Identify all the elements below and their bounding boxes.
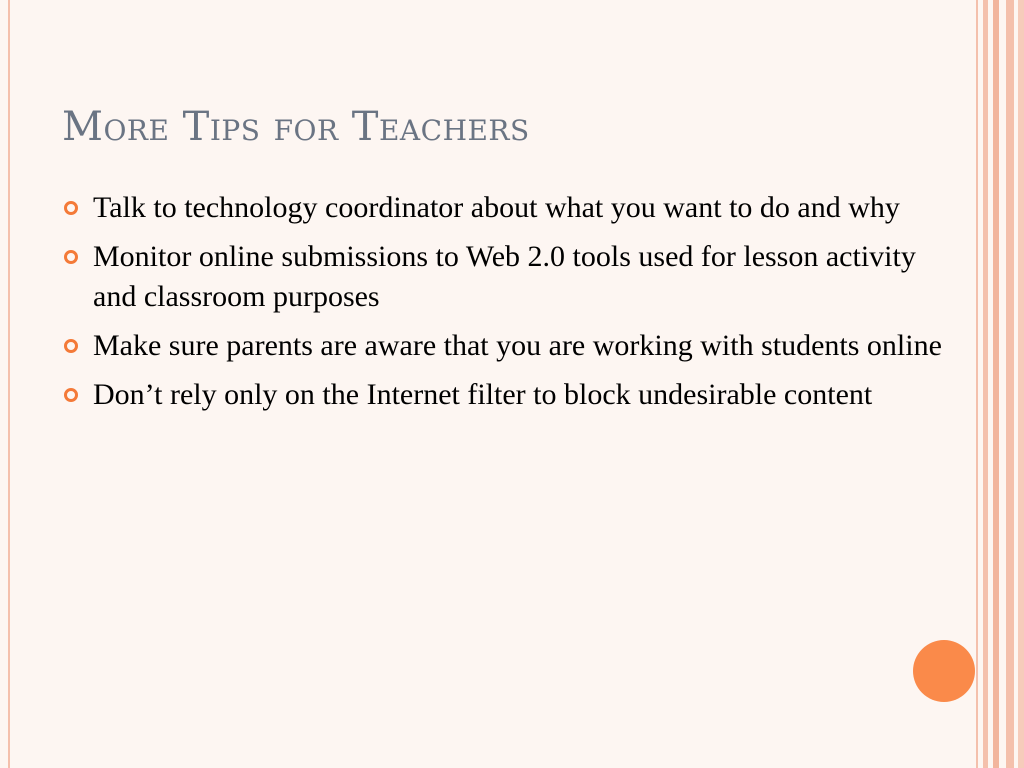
bullet-item [62,326,962,366]
bullet-circle-icon [64,339,78,353]
bullet-text: Don’t rely only on the Internet filter to block undesirable content [93,378,873,411]
bullet-circle-icon [64,388,78,402]
bullet-item [62,375,962,415]
bullet-text: Make sure parents are aware that you are working with students online [93,329,942,362]
bullet-text: Monitor online submissions to Web 2.0 tools used for lesson activity and classroom purposes [93,240,916,313]
bullet-text: Talk to technology coordinator about what you want to do and why [93,191,900,224]
bullet-circle-icon [64,201,78,215]
bullet-list [62,188,962,424]
left-frame-line [8,0,10,768]
right-frame-stripe [993,0,999,768]
bullet-item [62,188,962,228]
orange-circle-icon [913,640,975,702]
slide-title: More Tips for Teachers [62,104,530,150]
bullet-item [62,237,962,317]
right-frame-stripe [983,0,988,768]
bullet-circle-icon [64,250,78,264]
right-frame-stripe [1006,0,1014,768]
right-frame-stripe [1018,0,1024,768]
right-frame-stripe [976,0,978,768]
